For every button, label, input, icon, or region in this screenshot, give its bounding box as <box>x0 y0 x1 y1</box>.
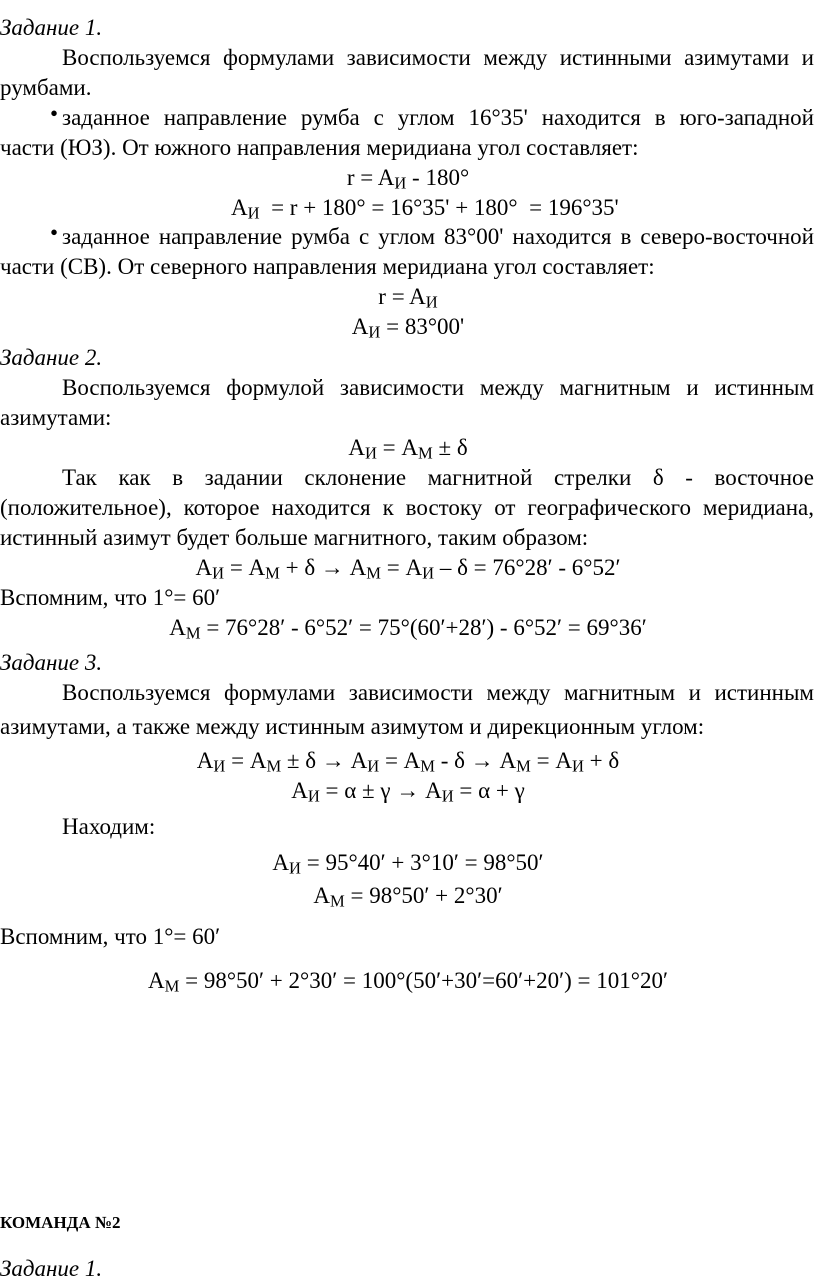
task3-formula-5: $A_М = 98^\circ 50' + 2^\circ 30' = 100^\circ(50'+30'=60'+20') = 101^\circ 20'$ <box>148 968 668 996</box>
bullet-icon: • <box>50 220 59 245</box>
team-task1-heading: Задание 1. <box>0 1256 103 1281</box>
task3-intro-line2: азимутами, а также между истинным азимутом и дирекционным углом: <box>0 714 705 739</box>
task1-intro-line2: румбами. <box>0 75 92 100</box>
task3-heading: Задание 3. <box>0 650 103 675</box>
task3-formula-3: $A_И = 95^\circ 40' + 3^\circ 10' = 98^\circ 50'$ <box>272 850 544 878</box>
task2-recall: Вспомним, что 1°= 60′ <box>0 585 221 610</box>
task3-formula-2: $A_И = \alpha \pm \gamma \to A_И = \alpha + \gamma$ <box>291 778 525 806</box>
task1-heading: Задание 1. <box>0 15 103 40</box>
task2-intro-line2: азимутами: <box>0 405 112 430</box>
task1-formula-1: $r = A_И - 180^\circ$ <box>346 165 470 193</box>
task3-formula-4: $A_М = 98^\circ 50' + 2^\circ 30'$ <box>313 883 503 911</box>
task2-formula-3: $A_М = 76^\circ 28' - 6^\circ 52' = 75^\circ(60'+28') - 6^\circ 52' = 69^\circ 36'$ <box>169 615 647 643</box>
task1-formula-2: $A_И = r + 180^\circ = 16^\circ 35' + 180^\circ = 196^\circ 35'$ <box>231 195 619 223</box>
task1-bullet1-line2: части (ЮЗ). От южного направления меридиана угол составляет: <box>0 135 639 160</box>
bullet-icon: • <box>50 101 59 126</box>
task1-bullet1-line1: заданное направление румба с углом 16°35' находится в юго-западной <box>62 105 814 130</box>
task3-recall: Вспомним, что 1°= 60′ <box>0 924 221 949</box>
task2-para-line2: (положительное), которое находится к востоку от географического меридиана, <box>0 495 814 520</box>
team-heading: КОМАНДА №2 <box>0 1213 121 1232</box>
task1-bullet2-line2: части (СВ). От северного направления меридиана угол составляет: <box>0 254 655 279</box>
task3-find: Находим: <box>62 814 156 839</box>
task3-formula-1: $A_И = A_М \pm \delta \to A_И = A_М - \delta \to A_М = A_И + \delta$ <box>196 748 620 776</box>
task2-heading: Задание 2. <box>0 345 103 370</box>
task2-formula-2: $A_И = A_М + \delta \to A_М = A_И - \delta = 76^\circ 28' - 6^\circ 52'$ <box>195 555 621 583</box>
task2-para-line3: истинный азимут будет больше магнитного, таким образом: <box>0 525 589 550</box>
task1-bullet2-line1: заданное направление румба с углом 83°00' находится в северо-восточной <box>62 224 814 249</box>
task2-para-line1: Так как в задании склонение магнитной стрелки δ - восточное <box>62 465 814 490</box>
task2-formula-1: $A_И = A_М \pm \delta$ <box>348 435 468 463</box>
task1-formula-4: $A_И = 83^\circ 00'$ <box>351 314 465 342</box>
task1-intro-line1: Воспользуемся формулами зависимости между истинными азимутами и <box>62 45 814 70</box>
task3-intro-line1: Воспользуемся формулами зависимости между магнитным и истинным <box>62 680 814 705</box>
task2-intro-line1: Воспользуемся формулой зависимости между магнитным и истинным <box>62 375 814 400</box>
task1-formula-3: $r = A_И$ <box>378 284 438 312</box>
